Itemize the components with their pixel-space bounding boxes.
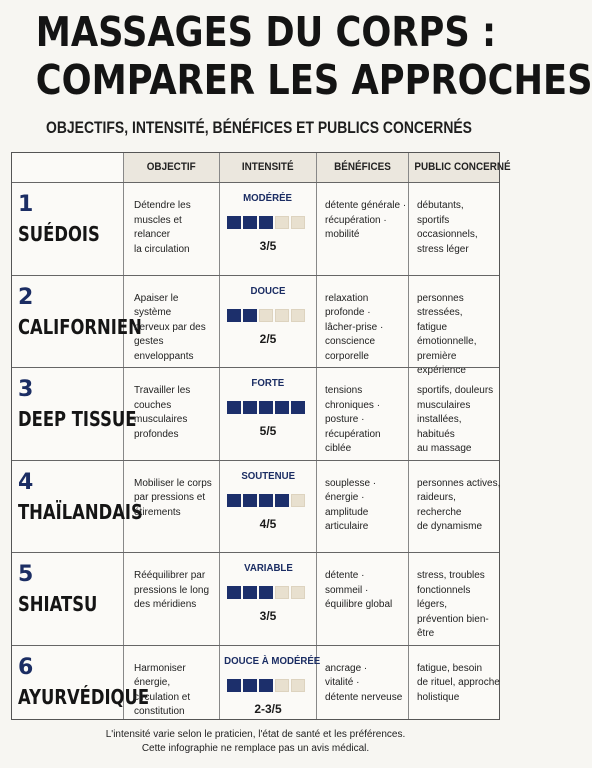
- objectif-text: [134, 569, 218, 613]
- intensity-segment: [243, 679, 257, 692]
- objectif-text-line: Mobiliser le corps: [134, 477, 212, 489]
- benefices-text-line: articulaire: [325, 521, 369, 532]
- intensity-segment: [243, 309, 257, 322]
- intensity-segment: [243, 494, 257, 507]
- benefices-text-line: souplesse ·: [325, 477, 377, 489]
- public-text-line: holistique: [417, 691, 460, 703]
- intensity-segment: [259, 586, 273, 599]
- benefices-text-line: détente ·: [325, 570, 365, 581]
- benefices-text-line: récupération ·: [325, 214, 387, 226]
- benefices-text: [325, 662, 409, 706]
- intensity-label: [220, 654, 321, 667]
- benefices-text-line: lâcher-prise ·: [325, 321, 384, 333]
- table-row: [12, 552, 499, 645]
- intensity-segment: [227, 309, 241, 322]
- header-objectif: OBJECTIF: [146, 161, 196, 173]
- objectif-text-line: Harmoniser énergie,: [134, 662, 186, 688]
- header-public: PUBLIC CONCERNÉ: [414, 161, 511, 173]
- public-text-line: musculaires: [417, 399, 471, 411]
- public-text-line: sportifs occasionnels,: [417, 214, 478, 240]
- objectif-text-line: muscles et relancer: [134, 214, 182, 240]
- benefices-text: [325, 292, 409, 365]
- massage-number: 4: [18, 469, 34, 495]
- benefices-text-line: conscience: [325, 336, 376, 347]
- title-line-1: MASSAGES DU CORPS :: [35, 8, 497, 56]
- objectif-text-line: profondes: [134, 428, 179, 440]
- intensity-segment: [259, 216, 273, 229]
- benefices-text-line: vitalité ·: [325, 677, 360, 688]
- intensity-score: 5/5: [259, 424, 277, 438]
- objectif-text: [134, 384, 218, 442]
- public-text: [417, 662, 501, 706]
- massage-number: 6: [18, 654, 34, 680]
- benefices-text-line: mobilité: [325, 229, 360, 240]
- public-text-line: prévention bien-être: [417, 613, 489, 639]
- title-line-2: COMPARER LES APPROCHES: [35, 56, 592, 104]
- public-text-line: au massage: [417, 443, 472, 454]
- public-text-line: de dynamisme: [417, 521, 483, 532]
- massage-number: 3: [18, 377, 34, 402]
- objectif-text-line: nerveux par des: [134, 321, 206, 333]
- table-row: [12, 367, 499, 460]
- public-text-line: personnes actives,: [417, 477, 501, 489]
- massage-name: DEEP TISSUE: [18, 407, 137, 431]
- intensity-label: [220, 470, 316, 482]
- table-row: [12, 275, 499, 376]
- footer-note: [0, 728, 511, 756]
- benefices-text-line: ancrage ·: [325, 662, 368, 674]
- public-text: [417, 477, 501, 535]
- benefices-text-line: relaxation profonde ·: [325, 292, 371, 318]
- intensity-bar: [227, 401, 305, 414]
- intensity-segment: [275, 309, 289, 322]
- table-row: [12, 182, 499, 275]
- objectif-text-line: circulation et: [134, 691, 191, 703]
- public-text-line: personnes stressées,: [417, 292, 464, 318]
- table-row: [12, 645, 499, 738]
- benefices-text-line: détente générale ·: [325, 200, 407, 211]
- massage-name: SUÉDOIS: [18, 222, 100, 246]
- intensity-bar: [227, 494, 305, 507]
- objectif-text-line: Apaiser le système: [134, 292, 179, 318]
- benefices-text-line: tensions chroniques ·: [325, 385, 381, 411]
- intensity-segment: [259, 309, 273, 322]
- footer-line-1: L'intensité varie selon le praticien, l'état de santé et les préférences.: [105, 729, 406, 740]
- objectif-text-line: constitution: [134, 706, 185, 717]
- massage-number: 5: [18, 562, 34, 587]
- benefices-text: [325, 199, 409, 243]
- public-text-line: débutants,: [417, 200, 464, 211]
- intensity-label-text: MODÉRÉE: [243, 192, 293, 204]
- benefices-text: [325, 477, 409, 535]
- objectif-text-line: étirements: [134, 506, 181, 518]
- objectif-text-line: la circulation: [134, 243, 190, 255]
- intensity-segment: [291, 586, 305, 599]
- public-text-line: stress léger: [417, 243, 469, 255]
- intensity-segment: [291, 216, 305, 229]
- table-row: [12, 460, 499, 553]
- benefices-text: [325, 569, 409, 613]
- benefices-text-line: amplitude: [325, 506, 369, 518]
- intensity-bar: [227, 586, 305, 599]
- public-text-line: fatigue émotionnelle,: [417, 321, 477, 347]
- intensity-segment: [275, 679, 289, 692]
- intensity-score: 3/5: [259, 239, 277, 253]
- intensity-label-text: VARIABLE: [243, 562, 293, 574]
- benefices-text-line: récupération ciblée: [325, 428, 381, 454]
- massage-number: 2: [18, 284, 34, 310]
- intensity-score: 2/5: [259, 331, 277, 346]
- public-text-line: sportifs, douleurs: [417, 385, 494, 396]
- intensity-score: 4/5: [259, 516, 277, 531]
- intensity-segment: [259, 494, 273, 507]
- public-text-line: raideurs, recherche: [417, 492, 462, 518]
- intensity-bar: [227, 309, 305, 322]
- intensity-score: 3/5: [259, 609, 277, 623]
- objectif-text-line: Rééquilibrer par: [134, 570, 206, 581]
- intensity-segment: [291, 401, 305, 414]
- page-subtitle: OBJECTIFS, INTENSITÉ, BÉNÉFICES ET PUBLICS CONCERNÉS: [45, 118, 472, 137]
- public-text: [417, 292, 501, 379]
- intensity-label: [220, 562, 316, 574]
- intensity-label: [220, 377, 316, 389]
- public-text: [417, 384, 501, 457]
- objectif-text-line: Détendre les: [134, 200, 191, 211]
- benefices-text-line: détente nerveuse: [325, 691, 403, 703]
- public-text-line: fonctionnels légers,: [417, 584, 471, 610]
- objectif-text: [134, 292, 218, 365]
- intensity-segment: [243, 401, 257, 414]
- massage-name: THAÏLANDAIS: [18, 499, 143, 524]
- public-text: [417, 569, 501, 642]
- intensity-segment: [243, 216, 257, 229]
- intensity-label-text: FORTE: [251, 377, 285, 389]
- intensity-label-text: SOUTENUE: [241, 469, 295, 482]
- intensity-segment: [227, 216, 241, 229]
- public-text-line: fatigue, besoin: [417, 662, 483, 674]
- intensity-label-text: DOUCE: [250, 284, 286, 297]
- benefices-text-line: sommeil ·: [325, 584, 369, 596]
- objectif-text-line: couches musculaires: [134, 399, 188, 425]
- objectif-text: [134, 199, 218, 257]
- intensity-segment: [291, 309, 305, 322]
- benefices-text-line: corporelle: [325, 350, 369, 362]
- intensity-segment: [243, 586, 257, 599]
- header-benefices: BÉNÉFICES: [334, 161, 391, 173]
- benefices-text-line: équilibre global: [325, 599, 393, 610]
- intensity-label: [220, 192, 316, 204]
- public-text: [417, 199, 501, 257]
- header-intensite: INTENSITÉ: [242, 161, 294, 173]
- objectif-text-line: pressions le long: [134, 584, 210, 596]
- benefices-text-line: posture ·: [325, 414, 365, 425]
- intensity-segment: [227, 586, 241, 599]
- intensity-segment: [275, 586, 289, 599]
- intensity-segment: [259, 679, 273, 692]
- massage-name: SHIATSU: [18, 592, 98, 616]
- page-title: [35, 8, 592, 104]
- massage-name: CALIFORNIEN: [18, 314, 142, 339]
- public-text-line: de rituel, approche: [417, 677, 500, 688]
- intensity-bar: [227, 216, 305, 229]
- objectif-text-line: par pressions et: [134, 492, 206, 503]
- objectif-text-line: des méridiens: [134, 599, 197, 610]
- intensity-bar: [227, 679, 305, 692]
- benefices-text-line: énergie ·: [325, 492, 365, 503]
- intensity-segment: [259, 401, 273, 414]
- objectif-text: [134, 477, 218, 521]
- public-text-line: première expérience: [417, 350, 466, 376]
- objectif-text: [134, 662, 218, 720]
- intensity-segment: [275, 494, 289, 507]
- intensity-segment: [291, 679, 305, 692]
- benefices-text: [325, 384, 409, 457]
- public-text-line: stress, troubles: [417, 570, 485, 581]
- massage-number: 1: [18, 192, 34, 217]
- footer-line-2: Cette infographie ne remplace pas un avis médical.: [141, 743, 370, 754]
- objectif-text-line: Travailler les: [134, 385, 191, 396]
- intensity-segment: [275, 401, 289, 414]
- intensity-segment: [275, 216, 289, 229]
- intensity-segment: [227, 679, 241, 692]
- comparison-table: [11, 152, 511, 720]
- intensity-segment: [291, 494, 305, 507]
- intensity-segment: [227, 401, 241, 414]
- intensity-score: 2-3/5: [254, 701, 282, 716]
- massage-name: AYURVÉDIQUE: [18, 684, 150, 709]
- intensity-label-text: DOUCE À MODÉRÉE: [224, 654, 321, 667]
- intensity-label: [220, 285, 316, 297]
- objectif-text-line: gestes enveloppants: [134, 336, 194, 362]
- intensity-segment: [227, 494, 241, 507]
- public-text-line: installées, habitués: [417, 414, 462, 440]
